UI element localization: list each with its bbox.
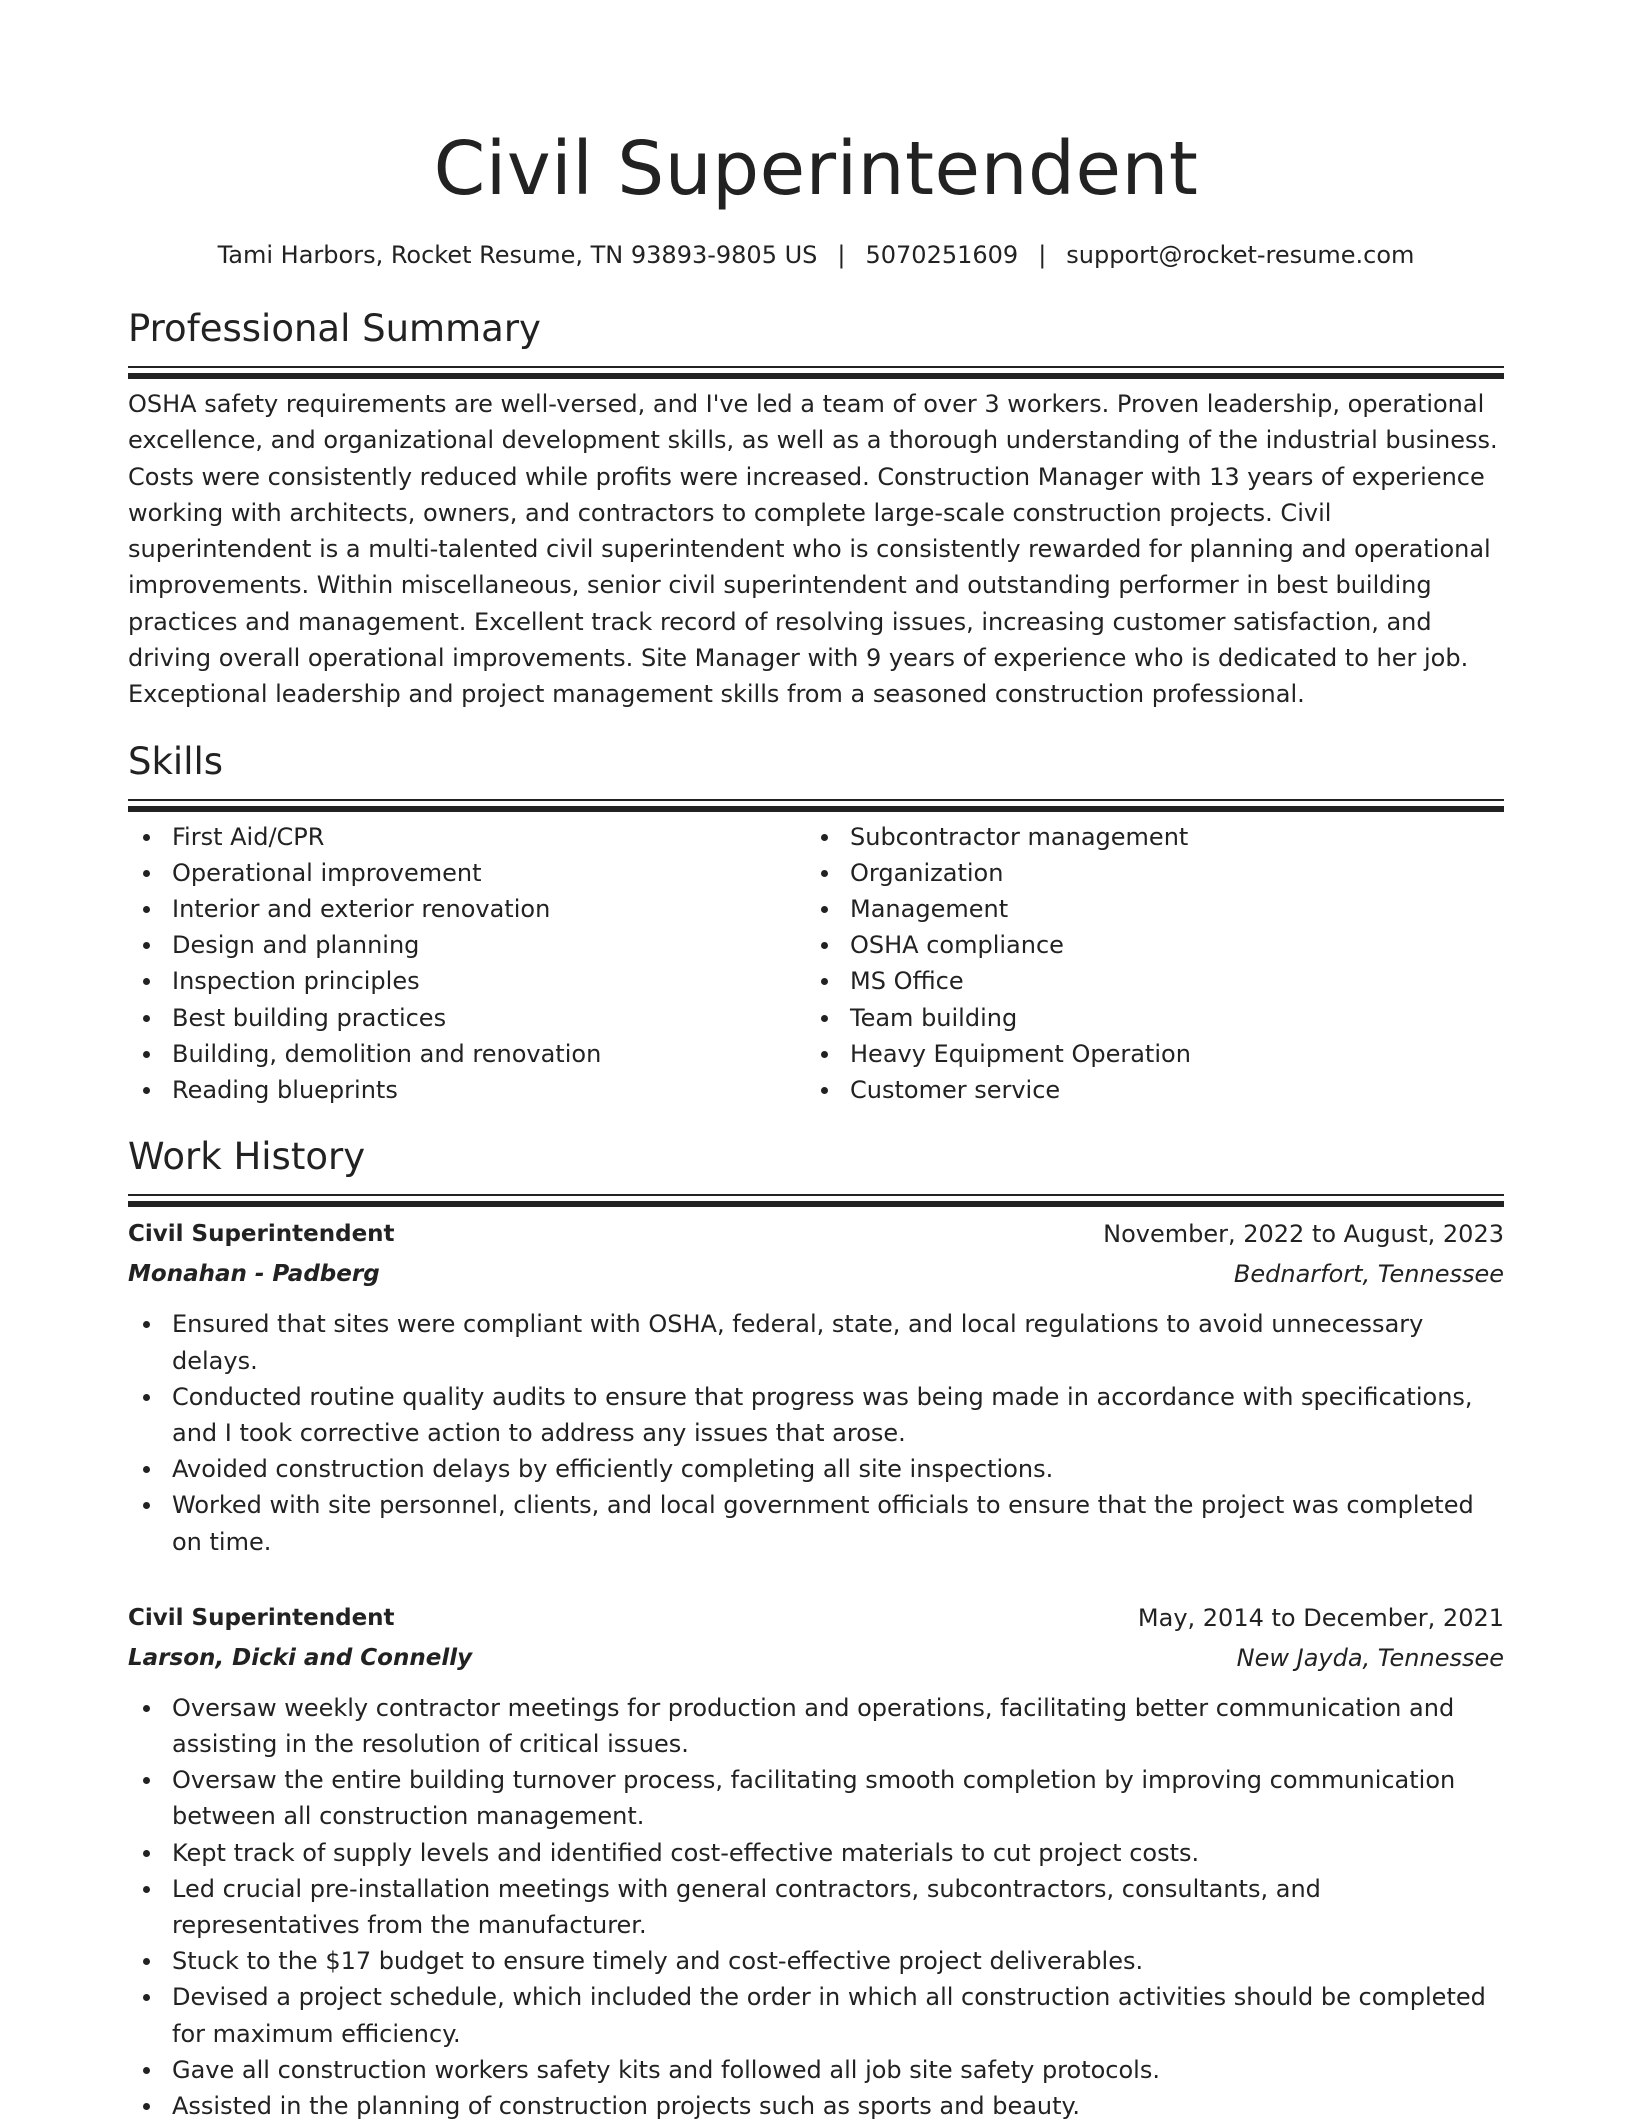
skill-item: Customer service [806,1072,1484,1108]
job-bullet: Oversaw the entire building turnover process, facilitating smooth completion by improving communication between all construction management. [128,1762,1504,1834]
section-title-summary: Professional Summary [128,307,541,350]
skill-item: MS Office [806,963,1484,999]
job-entry [128,1214,1504,1559]
section-title-skills: Skills [128,739,224,783]
job-bullet: Ensured that sites were compliant with OSHA, federal, state, and local regulations to avoid unnecessary delays. [128,1306,1504,1378]
job-location: Bednarfort, Tennessee [1233,1260,1504,1289]
job-bullet: Gave all construction workers safety kits and followed all job site safety protocols. [128,2052,1504,2088]
job-dates: November, 2022 to August, 2023 [1103,1220,1504,1249]
job-entry [128,1598,1504,2124]
job-company: Monahan - Padberg [128,1261,380,1288]
job-bullets [128,1690,1504,2124]
skill-item: Best building practices [128,1000,806,1036]
contact-address: Tami Harbors, Rocket Resume, TN 93893-9805 US [217,241,818,269]
job-title: Civil Superintendent [128,1221,395,1248]
job-bullet: Devised a project schedule, which included the order in which all construction activities should be completed for maximum efficiency. [128,1979,1504,2051]
job-company: Larson, Dicki and Connelly [128,1644,473,1671]
resume-name: Civil Superintendent [433,126,1199,212]
resume-page [128,0,1504,2124]
skill-item: Design and planning [128,927,806,963]
contact-separator: | [1038,241,1047,269]
skill-item: Inspection principles [128,963,806,999]
job-bullet: Kept track of supply levels and identified cost-effective materials to cut project costs. [128,1835,1504,1871]
job-dates: May, 2014 to December, 2021 [1137,1603,1504,1632]
skill-item: First Aid/CPR [128,819,806,855]
skill-item: Reading blueprints [128,1072,806,1108]
skill-item: Building, demolition and renovation [128,1036,806,1072]
section-title-work-history: Work History [128,1135,366,1179]
job-bullet: Led crucial pre-installation meetings with general contractors, subcontractors, consultants, and representatives from the manufacturer. [128,1871,1504,1943]
skill-item: Operational improvement [128,855,806,891]
skill-item: Subcontractor management [806,819,1484,855]
section-divider [128,1194,1504,1214]
job-title: Civil Superintendent [128,1604,395,1631]
job-bullet: Conducted routine quality audits to ensure that progress was being made in accordance with specifications, and I took corrective action to address any issues that arose. [128,1379,1504,1451]
contact-email: support@rocket-resume.com [1066,241,1415,269]
job-bullet: Worked with site personnel, clients, and local government officials to ensure that the project was completed on time. [128,1487,1504,1559]
skills-list [128,819,1504,1109]
skill-item: OSHA compliance [806,927,1484,963]
contact-line [128,238,1504,272]
job-header [128,1598,1504,1638]
skill-item: Interior and exterior renovation [128,891,806,927]
section-divider [128,799,1504,819]
skill-item: Organization [806,855,1484,891]
skill-item: Heavy Equipment Operation [806,1036,1484,1072]
job-location: New Jayda, Tennessee [1236,1643,1504,1672]
skill-item: Management [806,891,1484,927]
job-bullet: Avoided construction delays by efficiently completing all site inspections. [128,1451,1504,1487]
skills-column-left [128,819,806,1109]
summary-text: OSHA safety requirements are well-versed, and I've led a team of over 3 workers. Proven leadership, operational excellence, and organizational development skills, as well as a thorough understanding of the industrial business. Costs were consistently reduced while profits were increased. Construction Manager with 13 years of experience working with architects, owners, and contractors to complete large-scale construction projects. Civil superintendent is a multi-talented civil superintendent who is consistently rewarded for planning and operational improvements. Within miscellaneous, senior civil superintendent and outstanding performer in best building practices and management. Excellent track record of resolving issues, increasing customer satisfaction, and driving overall operational improvements. Site Manager with 9 years of experience who is dedicated to her job. Exceptional leadership and project management skills from a seasoned construction professional. [128,390,1498,709]
skills-column-right [806,819,1484,1109]
job-bullet: Stuck to the $17 budget to ensure timely and cost-effective project deliverables. [128,1943,1504,1979]
job-subheader [128,1254,1504,1294]
skill-item: Team building [806,1000,1484,1036]
job-subheader [128,1638,1504,1678]
job-bullets [128,1306,1504,1559]
work-history-section [128,1132,1504,2124]
job-bullet: Oversaw weekly contractor meetings for production and operations, facilitating better communication and assisting in the resolution of critical issues. [128,1690,1504,1762]
contact-phone: 5070251609 [865,241,1019,269]
summary-section [128,304,1504,713]
contact-separator: | [837,241,846,269]
job-header [128,1214,1504,1254]
section-divider [128,366,1504,386]
skills-section [128,737,1504,1109]
job-bullet: Assisted in the planning of construction projects such as sports and beauty. [128,2088,1504,2124]
